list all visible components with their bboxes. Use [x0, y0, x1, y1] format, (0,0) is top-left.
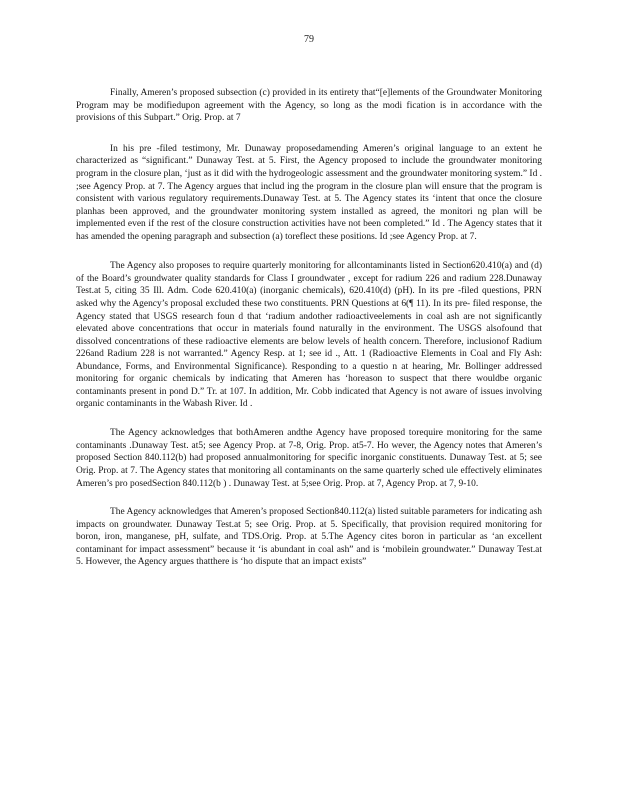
- paragraph-suitable-parameters: The Agency acknowledges that Ameren’s proposed Section840.112(a) listed suitable parameters for indicating ash impacts on groundwater. Dunaway Test.at 5; see Orig. Prop. at 5. Specifically, that provision required monitoring for boron, iron, manganese, pH, sulfate, and TDS.Orig. Prop. at 5.The Agency cites boron in particular as ‘an excellent contaminant for impact assessment” because it ‘is abundant in coal ash” and is ‘mobilein groundwater.” Dunaway Test.at 5. However, the Agency argues thatthere is ‘ho dispute that an impact exists”: [76, 507, 542, 568]
- paragraph-quarterly-monitoring: The Agency also proposes to require quarterly monitoring for allcontaminants listed in Section620.410(a) and (d) of the Board’s groundwater quality standards for Class I groundwater , except for radium 226 and radium 228.Dunaway Test.at 5, citing 35 Ill. Adm. Code 620.410(a) (inorganic chemicals), 620.410(d) (pH). In its pre -filed questions, PRN asked why the Agency’s proposal excluded these two constituents. PRN Questions at 6(¶ 11). In its pre- filed response, the Agency stated that USGS research foun d that ‘radium andother radioactiveelements in coal ash are not significantly elevated above concentrations that occur in materials found naturally in the environment. The USGS alsofound that dissolved concentrations of these radioactive elements are below levels of health concern. Therefore, inclusionof Radium 226and Radium 228 is not warranted.” Agency Resp. at 1; see id ., Att. 1 (Radioactive Elements in Coal and Fly Ash: Abundance, Forms, and Environmental Significance). Responding to a questio n at hearing, Mr. Bollinger addressed monitoring for organic chemicals by indicating that Ameren has ‘horeason to suspect that there wouldbe organic contaminants present in pond D.” Tr. at 107. In addition, Mr. Cobb indicated that Agency is not aware of issues involving organic contaminants in the Wabash River. Id .: [76, 261, 542, 410]
- body-text: [76, 87, 542, 587]
- page-number: 79: [304, 34, 314, 45]
- paragraph-same-contaminants: The Agency acknowledges that bothAmeren andthe Agency have proposed torequire monitoring for the same contaminants .Dunaway Test. at5; see Agency Prop. at 7-8, Orig. Prop. at5-7. Ho wever, the Agency notes that Ameren’s proposed Section 840.112(b) had proposed annualmonitoring for specific inorganic constituents. Dunaway Test. at 5; see Orig. Prop. at 7. The Agency states that monitoring all contaminants on the same quarterly sched ule effectively eliminates Ameren’s pro posedSection 840.112(b ) . Dunaway Test. at 5;see Orig. Prop. at 7, Agency Prop. at 7, 9-10.: [76, 428, 542, 489]
- paragraph-dunaway-testimony: In his pre -filed testimony, Mr. Dunaway proposedamending Ameren’s original language to an extent he characterized as “significant.” Dunaway Test. at 5. First, the Agency proposed to include the groundwater monitoring program in the closure plan, ‘just as it did with the hydrogeologic assessment and the groundwater monitoring system.” Id . ;see Agency Prop. at 7. The Agency argues that includ ing the program in the closure plan will ensure that the program is consistent with various regulatory requirements.Dunaway Test. at 5. The Agency states its ‘intent that once the closure planhas been approved, and the groundwater monitoring system installed as agreed, the monitori ng plan will be implemented even if the rest of the closure construction activities have not been completed.” Id . The Agency states that it has amended the opening paragraph and subsection (a) toreflect these positions. Id ;see Agency Prop. at 7.: [76, 143, 543, 242]
- paragraph-subsection-c: Finally, Ameren’s proposed subsection (c) provided in its entirety that“[e]lements of the Groundwater Monitoring Program may be modifiedupon agreement with the Agency, so long as the modi fication is in accordance with the provisions of this Subpart.” Orig. Prop. at 7: [76, 88, 542, 124]
